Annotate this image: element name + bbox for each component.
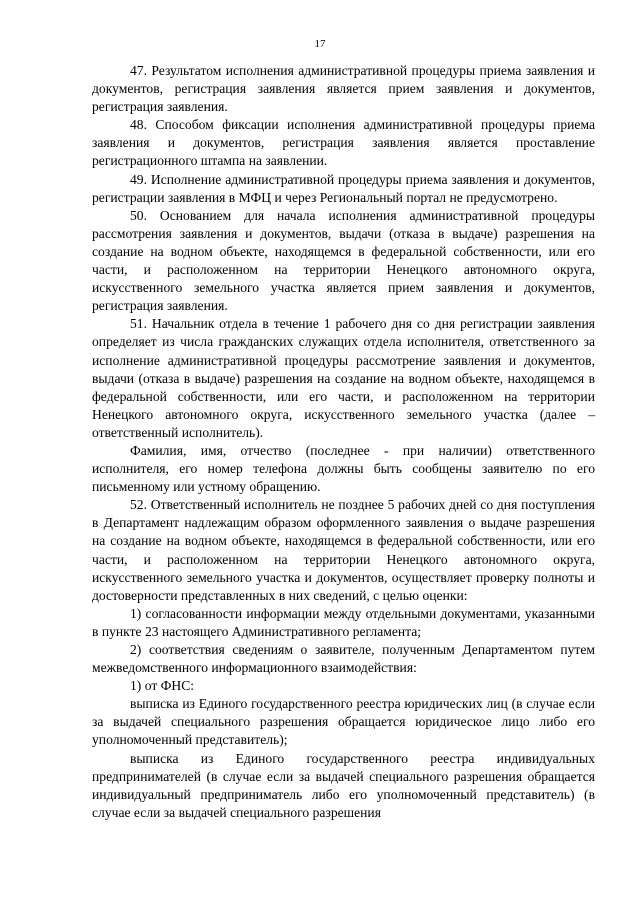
paragraph-47: 47. Результатом исполнения административной процедуры приема заявления и документов, регистрация заявления является прием заявления и документов, регистрация заявления.	[92, 63, 595, 115]
paragraph-52: 52. Ответственный исполнитель не позднее 5 рабочих дней со дня поступления в Департамент надлежащим образом оформленного заявления о выдаче разрешения на создание на водном объекте, находящемся в федеральной собственности, или его части, и расположенном на территории Ненецкого автономного округа, искусственного земельного участка и документов, осуществляет проверку полноты и достоверности представленных в них сведений, с целью оценки:	[92, 497, 595, 603]
list-item-fns: 1) от ФНС:	[130, 678, 195, 694]
paragraph-48: 48. Способом фиксации исполнения административной процедуры приема заявления и документов, регистрация заявления является проставление регистрационного штампа на заявлении.	[92, 117, 595, 169]
list-item-egrul: выписка из Единого государственного реестра юридических лиц (в случае если за выдачей специального разрешения обращается юридическое лицо либо его уполномоченный представитель);	[92, 696, 595, 748]
list-item-egrip: выписка из Единого государственного реестра индивидуальных предпринимателей (в случае если за выдачей специального разрешения обращается индивидуальный предприниматель либо его уполномоченный представитель) (в случае если за выдачей специального разрешения	[92, 750, 595, 820]
paragraph-51: 51. Начальник отдела в течение 1 рабочего дня со дня регистрации заявления определяет из числа гражданских служащих отдела исполнителя, ответственного за исполнение административной процедуры рассмотрение заявления и документов, выдачи (отказа в выдаче) разрешения на создание на водном объекте, находящемся в федеральной собственности, или его части, и расположенном на территории Ненецкого автономного округа, искусственного земельного участка (далее – ответственный исполнитель).	[92, 316, 595, 440]
paragraph-responsible-contact: Фамилия, имя, отчество (последнее - при наличии) ответственного исполнителя, его номер телефона должны быть сообщены заявителю по его письменному или устному обращению.	[92, 442, 595, 495]
list-item-consistency: 1) согласованности информации между отдельными документами, указанными в пункте 23 настоящего Административного регламента;	[92, 605, 595, 639]
list-item-applicant-info: 2) соответствия сведениям о заявителе, полученным Департаментом путем межведомственного информационного взаимодействия:	[92, 642, 595, 676]
page-number: 17	[314, 38, 326, 50]
paragraph-49: 49. Исполнение административной процедуры приема заявления и документов, регистрации заявления в МФЦ и через Региональный портал не предусмотрено.	[92, 171, 595, 205]
paragraph-50: 50. Основанием для начала исполнения административной процедуры рассмотрения заявления и документов, выдачи (отказа в выдаче) разрешения на создание на водном объекте, находящемся в федеральной собственности, или его части, и расположенном на территории Ненецкого автономного округа, искусственного земельного участка является прием заявления и документов, регистрация заявления.	[92, 207, 595, 314]
document-body	[92, 62, 595, 822]
